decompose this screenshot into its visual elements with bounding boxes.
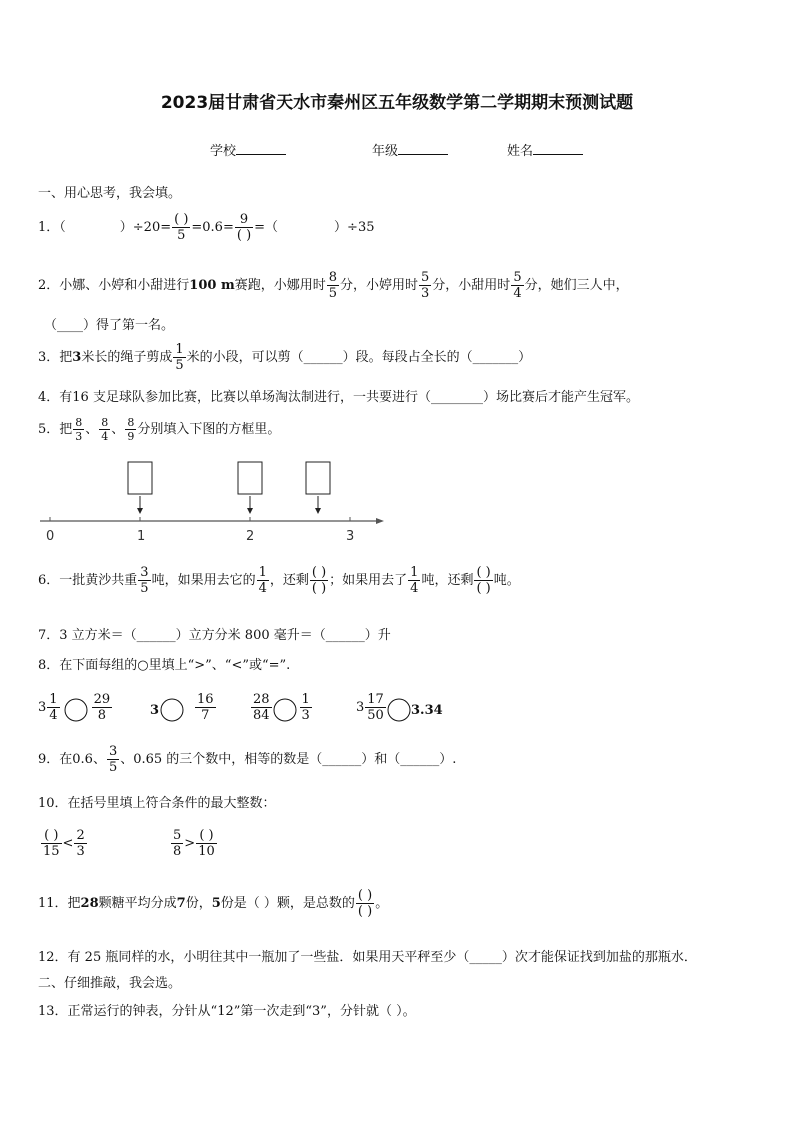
question-10: 10．在括号里填上符合条件的最大整数： (38, 796, 276, 811)
compare-item-3: $\frac{28}{84}$ $\frac{1}{3}$ (253, 692, 310, 723)
compare-item-1: 3 $\frac{1}{4}$ $\frac{29}{8}$ (38, 692, 111, 723)
tick-label-2: 2 (246, 529, 255, 544)
tick-label-0: 0 (46, 529, 55, 544)
inequality-1: $\frac{( )}{15}$ < $\frac{2}{3}$ (43, 828, 85, 859)
question-6: 6．一批黄沙共重 $\frac{3}{5}$ 吨，如果用去它的 $\frac{1}{4}$ ，还剩 $\frac{( )}{( )}$ ；如果用去了 $\frac{1}{4}$ 吨，还剩 $\frac{( )}{( )}$ 吨。 (38, 565, 520, 596)
tick-label-3: 3 (346, 529, 355, 544)
inequality-2: $\frac{5}{8}$ > $\frac{( )}{10}$ (173, 828, 215, 859)
question-1: 1．（ ）÷20= $\frac{( )}{5}$ =0.6= $\frac{9}{( )}$ =（ ）÷35 (38, 212, 375, 243)
question-4: 4．有16 支足球队参加比赛，比赛以单场淘汰制进行，一共要进行（________）场比赛后才能产生冠军。 (38, 390, 639, 405)
fraction: $\frac{( )}{5}$ (174, 212, 189, 243)
question-9: 9．在0.6、 $\frac{3}{5}$ 、0.65 的三个数中，相等的数是（______）和（______）. (38, 744, 457, 775)
question-5: 5．把 $\frac{8}{3}$ 、 $\frac{8}{4}$ 、 $\frac{8}{9}$ 分别填入下图的方框里。 (38, 416, 281, 443)
fraction: $\frac{9}{( )}$ (236, 212, 252, 243)
page-title: 2023届甘肃省天水市秦州区五年级数学第二学期期末预测试题 (160, 93, 634, 113)
axis-arrow (376, 518, 384, 524)
compare-item-2-right: $\frac{16}{7}$ (197, 692, 214, 723)
answer-box-2 (238, 462, 262, 494)
school-label: 学校 (210, 144, 237, 159)
question-7: 7．3 立方米＝（______）立方分米 800 毫升＝（______）升 (38, 628, 391, 643)
question-2: 2．小娜、小婷和小甜进行100 m赛跑，小娜用时 $\frac{8}{5}$ 分，小婷用时 $\frac{5}{3}$ 分，小甜用时 $\frac{5}{4}$ 分，她们三人中， (38, 270, 629, 301)
name-label: 姓名 (507, 144, 534, 159)
question-12: 12．有 25 瓶同样的水，小明往其中一瓶加了一些盐．如果用天平秤至少（_____）次才能保证找到加盐的那瓶水． (38, 950, 697, 965)
grade-label: 年级 (372, 144, 399, 159)
compare-circle-4 (388, 699, 410, 721)
question-11: 11．把28颗糖平均分成7份，5份是（ ）颗，是总数的 $\frac{( )}{( )}$ 。 (38, 888, 389, 919)
answer-box-3 (306, 462, 330, 494)
question-8: 8．在下面每组的○里填上“>”、“<”或“=”. (38, 658, 291, 673)
question-13: 13．正常运行的钟表，分针从“12”第一次走到“3”，分针就（ ）。 (38, 1004, 416, 1019)
compare-item-4-right: 3.34 (411, 703, 443, 718)
tick-label-1: 1 (137, 529, 146, 544)
compare-circle-2 (161, 699, 183, 721)
pointer-3-head (315, 508, 321, 514)
question-2-line2: （____）得了第一名。 (44, 318, 175, 333)
section-heading-2: 二、仔细推敲，我会选。 (38, 976, 182, 991)
answer-box-1 (128, 462, 152, 494)
compare-item-4: 3 $\frac{17}{50}$ (356, 692, 384, 723)
pointer-2-head (247, 508, 253, 514)
pointer-1-head (137, 508, 143, 514)
question-3: 3．把3米长的绳子剪成 $\frac{1}{5}$ 米的小段，可以剪（______）段。每段占全长的（_______） (38, 342, 532, 373)
section-heading-1: 一、用心思考，我会填。 (38, 186, 182, 201)
compare-item-2-left: 3 (150, 703, 160, 718)
